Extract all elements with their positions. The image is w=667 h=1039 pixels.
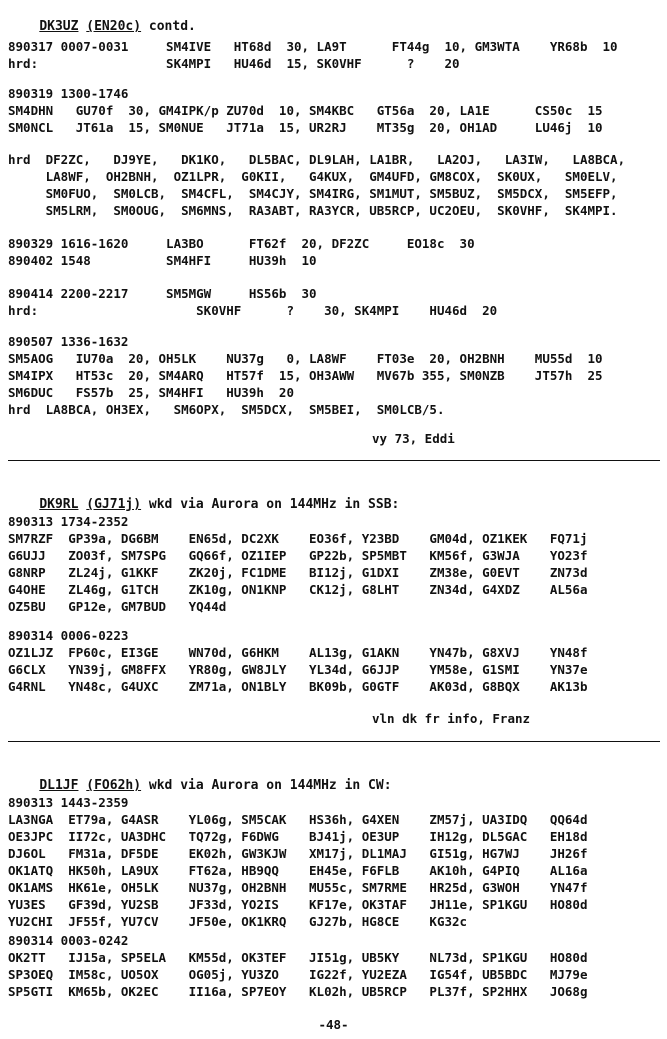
log-line: SM5AOG IU70a 20, OH5LK NU37g 0, LA8WF FT03e 20, OH2BNH MU55d 10	[8, 351, 603, 366]
log-line: OK2TT IJ15a, SP5ELA KM55d, OK3TEF JI51g, UB5KY NL73d, SP1KGU HO80d	[8, 950, 588, 965]
log-line: G6UJJ ZO03f, SM7SPG GQ66f, OZ1IEP GP22b, SP5MBT KM56f, G3WJA YO23f	[8, 548, 588, 563]
heading-suffix: contd.	[141, 19, 196, 34]
log-line: SM6DUC FS57b 25, SM4HFI HU39h 20	[8, 385, 294, 400]
log-line: 890507 1336-1632	[8, 334, 129, 349]
callsign: DL1JF	[39, 778, 79, 793]
log-line: SM5LRM, SM0OUG, SM6MNS, RA3ABT, RA3YCR, UB5RCP, UC2OEU, SK0VHF, SK4MPI.	[8, 203, 618, 218]
divider	[8, 741, 660, 742]
signoff-franz: vln dk fr info, Franz	[372, 711, 531, 726]
signoff-eddi: vy 73, Eddi	[372, 431, 455, 446]
log-line: SM4DHN GU70f 30, GM4IPK/p ZU70d 10, SM4KBC GT56a 20, LA1E CS50c 15	[8, 103, 603, 118]
locator: (EN20c)	[86, 19, 142, 34]
log-line: OK1AMS HK61e, OH5LK NU37g, OH2BNH MU55c, SM7RME HR25d, G3WOH YN47f	[8, 880, 588, 895]
log-line: hrd: SK4MPI HU46d 15, SK0VHF ? 20	[8, 56, 460, 71]
log-line: DJ6OL FM31a, DF5DE EK02h, GW3KJW XM17j, DL1MAJ GI51g, HG7WJ JH26f	[8, 846, 588, 861]
heading-suffix: wkd via Aurora on 144MHz in SSB:	[141, 497, 400, 512]
log-line: 890314 0003-0242	[8, 933, 129, 948]
log-line: YU2CHI JF55f, YU7CV JF50e, OK1KRQ GJ27b, HG8CE KG32c	[8, 914, 468, 929]
log-line: LA8WF, OH2BNH, OZ1LPR, G0KII, G4KUX, GM4UFD, GM8COX, SK0UX, SM0ELV,	[8, 169, 618, 184]
log-line: hrd LA8BCA, OH3EX, SM6OPX, SM5DCX, SM5BEI, SM0LCB/5.	[8, 402, 445, 417]
log-line: 890402 1548 SM4HFI HU39h 10	[8, 253, 317, 268]
log-line: SP3OEQ IM58c, UO5OX OG05j, YU3ZO IG22f, YU2EZA IG54f, UB5BDC MJ79e	[8, 967, 588, 982]
log-line: 890319 1300-1746	[8, 86, 129, 101]
log-line: OZ5BU GP12e, GM7BUD YQ44d	[8, 599, 227, 614]
log-line: G4RNL YN48c, G4UXC ZM71a, ON1BLY BK09b, G0GTF AK03d, G8BQX AK13b	[8, 679, 588, 694]
log-line: 890313 1443-2359	[8, 795, 129, 810]
log-line: OK1ATQ HK50h, LA9UX FT62a, HB9QQ EH45e, F6FLB AK10h, G4PIQ AL16a	[8, 863, 588, 878]
log-line: 890414 2200-2217 SM5MGW HS56b 30	[8, 286, 317, 301]
log-line: OZ1LJZ FP60c, EI3GE WN70d, G6HKM AL13g, G1AKN YN47b, G8XVJ YN48f	[8, 645, 588, 660]
divider	[8, 460, 660, 461]
log-line: OE3JPC II72c, UA3DHC TQ72g, F6DWG BJ41j, OE3UP IH12g, DL5GAC EH18d	[8, 829, 588, 844]
log-line: 890314 0006-0223	[8, 628, 129, 643]
log-line: G8NRP ZL24j, G1KKF ZK20j, FC1DME BI12j, G1DXI ZM38e, G0EVT ZN73d	[8, 565, 588, 580]
log-line: SP5GTI KM65b, OK2EC II16a, SP7EOY KL02h, UB5RCP PL37f, SP2HHX JO68g	[8, 984, 588, 999]
log-line: YU3ES GF39d, YU2SB JF33d, YO2IS KF17e, OK3TAF JH11e, SP1KGU HO80d	[8, 897, 588, 912]
log-line: 890313 1734-2352	[8, 514, 129, 529]
log-line: G6CLX YN39j, GM8FFX YR80g, GW8JLY YL34d, G6JJP YM58e, G1SMI YN37e	[8, 662, 588, 677]
log-line: hrd DF2ZC, DJ9YE, DK1KO, DL5BAC, DL9LAH, LA1BR, LA2OJ, LA3IW, LA8BCA,	[8, 152, 626, 167]
log-line: SM0FUO, SM0LCB, SM4CFL, SM4CJY, SM4IRG, SM1MUT, SM5BUZ, SM5DCX, SM5EFP,	[8, 186, 618, 201]
locator: (FO62h)	[86, 778, 142, 793]
log-line: 890329 1616-1620 LA3BO FT62f 20, DF2ZC EO18c 30	[8, 236, 475, 251]
log-line: SM7RZF GP39a, DG6BM EN65d, DC2XK EO36f, Y23BD GM04d, OZ1KEK FQ71j	[8, 531, 588, 546]
page-number: -48-	[318, 1017, 349, 1032]
log-line: SM4IPX HT53c 20, SM4ARQ HT57f 15, OH3AWW MV67b 355, SM0NZB JT57h 25	[8, 368, 603, 383]
log-line: LA3NGA ET79a, G4ASR YL06g, SM5CAK HS36h, G4XEN ZM57j, UA3IDQ QQ64d	[8, 812, 588, 827]
log-line: SM0NCL JT61a 15, SM0NUE JT71a 15, UR2RJ MT35g 20, OH1AD LU46j 10	[8, 120, 603, 135]
callsign: DK3UZ	[39, 19, 79, 34]
log-line: G4OHE ZL46g, G1TCH ZK10g, ON1KNP CK12j, G8LHT ZN34d, G4XDZ AL56a	[8, 582, 588, 597]
log-line: 890317 0007-0031 SM4IVE HT68d 30, LA9T FT44g 10, GM3WTA YR68b 10	[8, 39, 618, 54]
callsign: DK9RL	[39, 497, 79, 512]
locator: (GJ71j)	[86, 497, 142, 512]
log-line: hrd: SK0VHF ? 30, SK4MPI HU46d 20	[8, 303, 498, 318]
heading-suffix: wkd via Aurora on 144MHz in CW:	[141, 778, 392, 793]
